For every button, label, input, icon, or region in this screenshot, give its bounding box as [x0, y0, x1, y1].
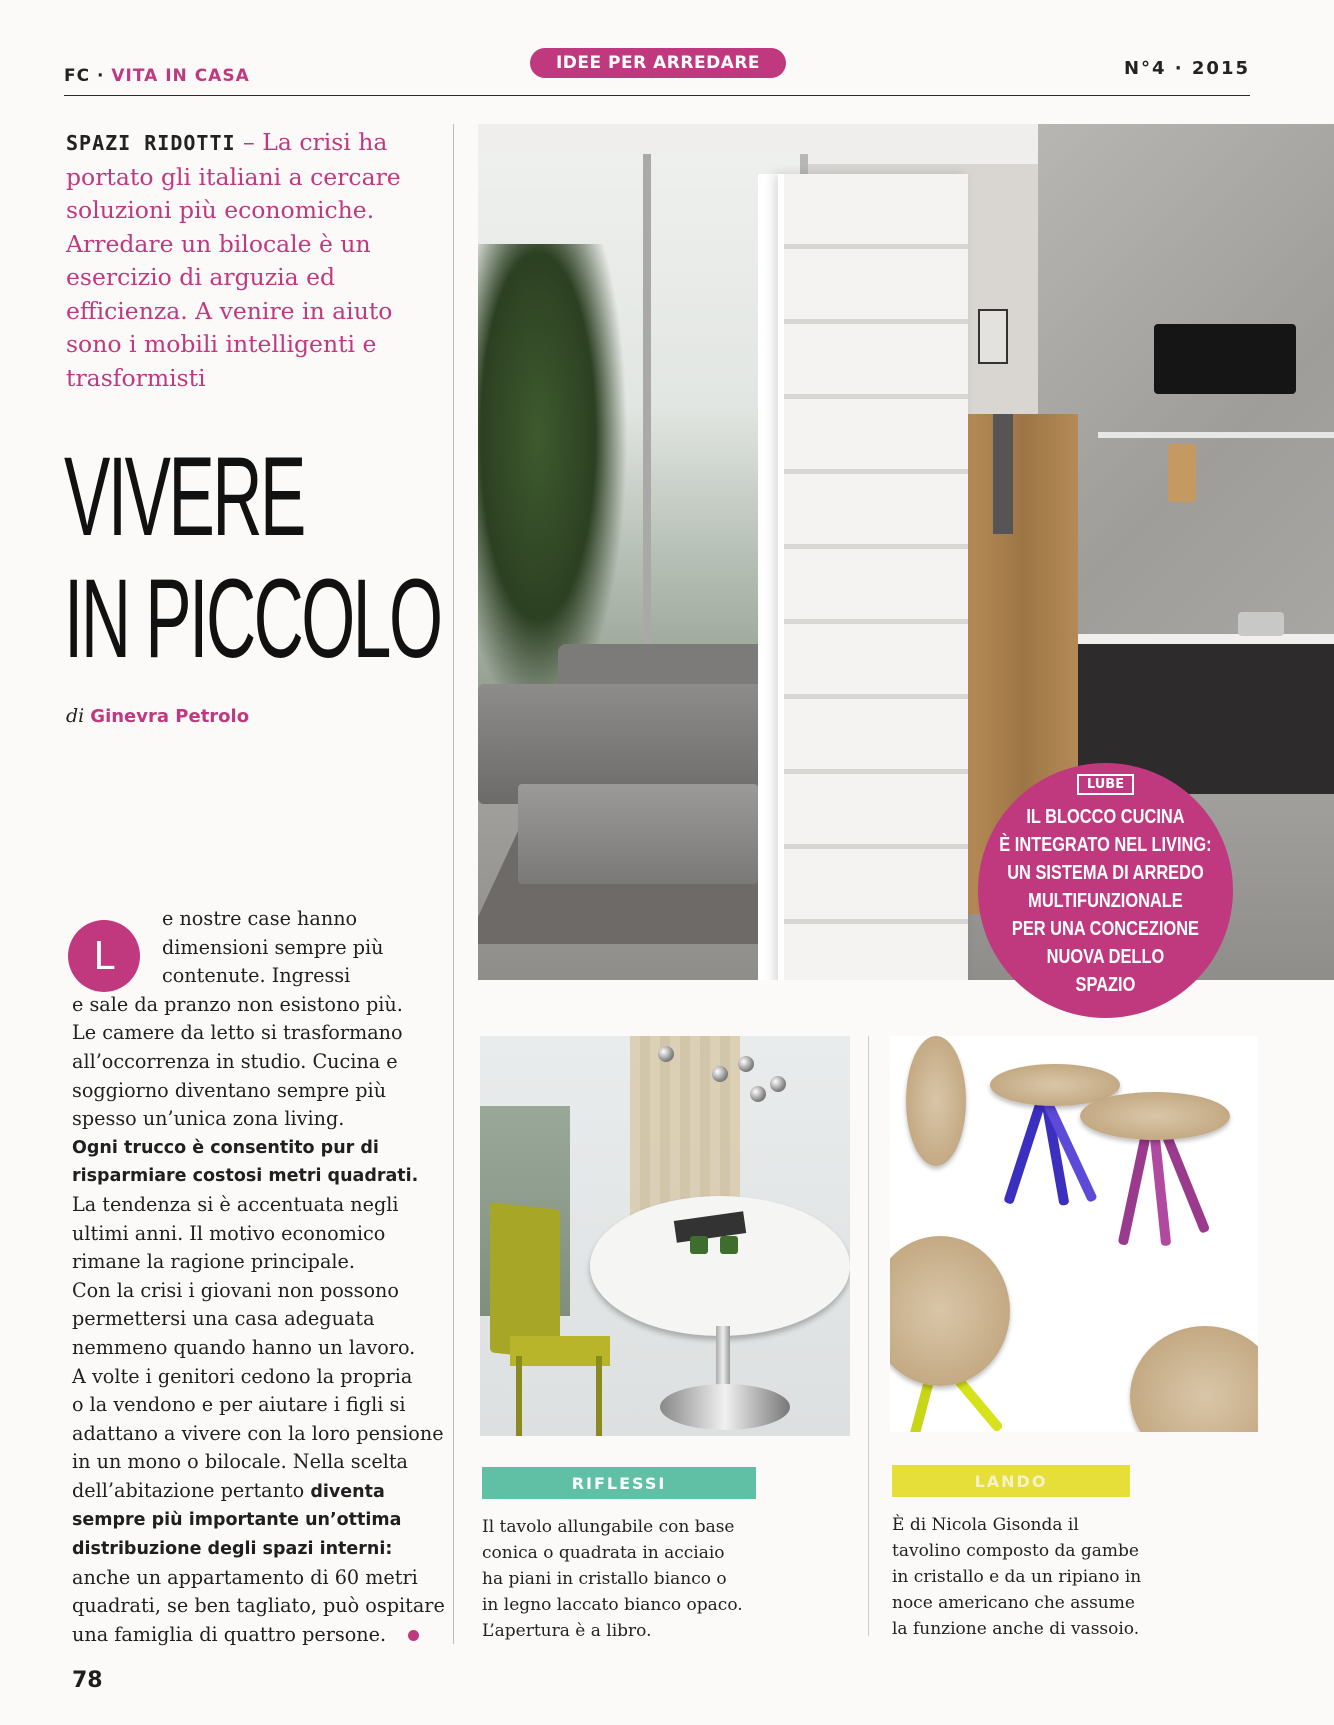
article-title	[64, 434, 441, 681]
body-line: e nostre case hanno	[162, 907, 358, 930]
callout-line: IL BLOCCO CUCINA	[1026, 806, 1185, 828]
body-line: La tendenza si è accentuata negli	[72, 1192, 399, 1216]
callout-line: UN SISTEMA DI ARREDO	[1007, 862, 1204, 884]
body-line: dimensioni sempre più	[162, 935, 384, 959]
caption-line: noce americano che assume	[892, 1593, 1135, 1613]
callout-line: PER UNA CONCEZIONE	[1011, 918, 1200, 940]
body-line: o la vendono e per aiutare i figli si	[72, 1393, 406, 1417]
category-pill: IDEE PER ARREDARE	[530, 48, 786, 78]
byline-author: Ginevra Petrolo	[90, 706, 250, 727]
lando-caption	[892, 1512, 1141, 1642]
body-line: in un mono o bilocale. Nella scelta	[72, 1450, 408, 1474]
page-number: 78	[72, 1668, 103, 1693]
section-label: VITA IN CASA	[111, 66, 250, 86]
callout-line: SPAZIO	[1075, 974, 1136, 996]
callout-line: MULTIFUNZIONALE	[1028, 890, 1183, 912]
body-line: quadrati, se ben tagliato, può ospitare	[72, 1594, 445, 1618]
header-divider	[64, 95, 1250, 96]
caption-line: in cristallo e da un ripiano in	[892, 1567, 1142, 1587]
body-line: Le camere da letto si trasformano	[72, 1021, 403, 1045]
body-line-bold: Ogni trucco è consentito pur di	[72, 1137, 379, 1158]
caption-line: L’apertura è a libro.	[482, 1621, 652, 1641]
body-line: contenute. Ingressi	[162, 964, 351, 988]
body-line: anche un appartamento di 60 metri	[72, 1565, 418, 1589]
body-line-bold: distribuzione degli spazi interni:	[72, 1539, 393, 1560]
photo-divider	[868, 1036, 869, 1636]
body-line: all’occorrenza in studio. Cucina e	[72, 1049, 398, 1073]
body-line: ultimi anni. Il motivo economico	[72, 1221, 386, 1245]
body-line: adattano a vivere con la loro pensione	[72, 1421, 444, 1445]
body-line-last	[72, 1621, 452, 1650]
callout-text	[999, 803, 1211, 999]
body-line: nemmeno quando hanno un lavoro.	[72, 1335, 416, 1359]
caption-line: ha piani in cristallo bianco o	[482, 1569, 727, 1589]
body-line: spesso un’unica zona living.	[72, 1107, 345, 1131]
caption-line: Il tavolo allungabile con base	[482, 1517, 735, 1537]
body-line: permettersi una casa adeguata	[72, 1307, 375, 1331]
body-line-mixed	[72, 1477, 452, 1507]
brand-label: FC	[64, 66, 91, 86]
column-divider	[453, 124, 454, 1644]
caption-line: tavolino composto da gambe	[892, 1541, 1139, 1561]
lube-callout	[978, 763, 1233, 1018]
body-line: rimane la ragione principale.	[72, 1250, 355, 1274]
dropcap: L	[68, 920, 140, 992]
body-text-bold: diventa	[310, 1481, 385, 1502]
body-line: soggiorno diventano sempre più	[72, 1078, 387, 1102]
title-line-2: IN PICCOLO	[64, 556, 441, 681]
issue-number: N°4 · 2015	[1123, 58, 1250, 79]
callout-brand: LUBE	[1077, 774, 1134, 795]
body-text: dell’abitazione pertanto	[72, 1478, 305, 1502]
caption-line: la funzione anche di vassoio.	[892, 1619, 1140, 1639]
byline	[66, 705, 249, 727]
byline-prefix: di	[66, 705, 85, 727]
caption-line: È di Nicola Gisonda il	[892, 1515, 1079, 1535]
callout-line: NUOVA DELLO	[1046, 946, 1165, 968]
riflessi-label: RIFLESSI	[482, 1467, 756, 1499]
magazine-header: FC · VITA IN CASA	[64, 66, 250, 86]
intro-standfirst	[66, 126, 426, 395]
callout-line: È INTEGRATO NEL LIVING:	[999, 834, 1212, 856]
intro-kicker: SPAZI RIDOTTI	[66, 131, 236, 155]
body-line: Con la crisi i giovani non possono	[72, 1278, 399, 1302]
riflessi-table-photo	[480, 1036, 850, 1436]
article-body	[72, 905, 452, 1649]
caption-line: conica o quadrata in acciaio	[482, 1543, 725, 1563]
body-line-bold: sempre più importante un’ottima	[72, 1510, 402, 1531]
body-line: A volte i genitori cedono la propria	[72, 1364, 413, 1388]
riflessi-caption	[482, 1514, 743, 1644]
caption-line: in legno laccato bianco opaco.	[482, 1595, 743, 1615]
lando-tables-photo	[890, 1036, 1258, 1432]
title-line-1: VIVERE	[64, 434, 304, 559]
body-line-bold: risparmiare costosi metri quadrati.	[72, 1166, 419, 1187]
end-mark-icon	[408, 1630, 419, 1641]
intro-text: – La crisi ha portato gli italiani a cercare soluzioni più economiche. Arredare un bilocale è un esercizio di arguzia ed efficienza. A venire in aiuto sono i mobili intelligenti e trasformisti	[66, 128, 401, 392]
body-text: una famiglia di quattro persone.	[72, 1622, 387, 1646]
body-line: e sale da pranzo non esistono più.	[72, 992, 403, 1016]
lando-label: LANDO	[892, 1465, 1130, 1497]
